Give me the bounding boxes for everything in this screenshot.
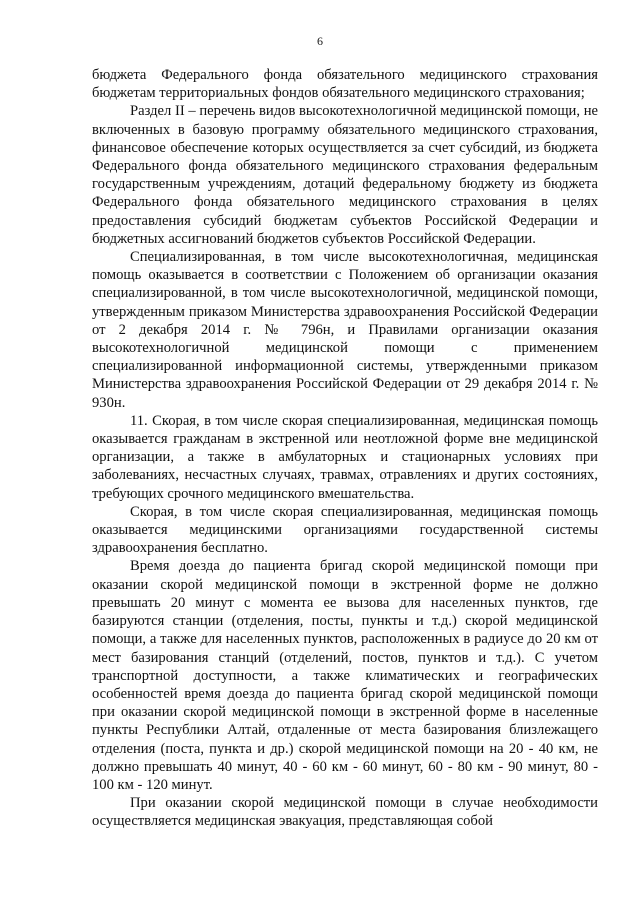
- paragraph: бюджета Федерального фонда обязательного медицинского страхования бюджетам территориальных фондов обязательного медицинского страхования;: [92, 67, 598, 102]
- paragraph: Скорая, в том числе скорая специализированная, медицинская помощь оказывается медицинскими организациями государственной системы здравоохранения бесплатно.: [92, 503, 598, 557]
- paragraph: Раздел II – перечень видов высокотехнологичной медицинской помощи, не включенных в базовую программу обязательного медицинского страхования, финансовое обеспечение которых осуществляется за счет субсидий, из бюджета Федерального фонда обязательного медицинского страхования федеральным государственным учреждениям, дотаций федеральному бюджету из бюджета Федерального фонда обязательного медицинского страхования в целях предоставления субсидий бюджетам субъектов Российской Федерации и бюджетных ассигнований бюджетов субъектов Российской Федерации.: [92, 103, 598, 247]
- paragraph: 11. Скорая, в том числе скорая специализированная, медицинская помощь оказывается гражданам в экстренной или неотложной форме вне медицинской организации, а также в амбулаторных и стационарных условиях при заболеваниях, несчастных случаях, травмах, отравлениях и других состояниях, требующих срочного медицинского вмешательства.: [92, 412, 598, 502]
- document-body: [92, 66, 598, 831]
- page-number: 6: [317, 34, 323, 48]
- paragraph: Специализированная, в том числе высокотехнологичная, медицинская помощь оказывается в соответствии с Положением об организации оказания специализированной, в том числе высокотехнологичной, медицинской помощи, утвержденным приказом Министерства здравоохранения Российской Федерации от 2 декабря 2014 г. № 796н, и Правилами организации оказания высокотехнологичной медицинской помощи с применением специализированной информационной системы, утвержденными приказом Министерства здравоохранения Российской Федерации от 29 декабря 2014 г. № 930н.: [92, 249, 598, 411]
- paragraph: Время доезда до пациента бригад скорой медицинской помощи при оказании скорой медицинской помощи в экстренной форме не должно превышать 20 минут с момента ее вызова для населенных пунктов, где базируются станции (отделения, посты, пункты и т.д.) скорой медицинской помощи, а также для населенных пунктов, расположенных в радиусе до 20 км от мест базирования станций (отделений, постов, пунктов и т.д.). С учетом транспортной доступности, а также климатических и географических особенностей время доезда до пациента бригад скорой медицинской помощи при оказании скорой медицинской помощи в экстренной форме в населенные пункты Республики Алтай, отдаленные от места базирования близлежащего отделения (поста, пункта и др.) скорой медицинской помощи на 20 - 40 км, не должно превышать 40 минут, 40 - 60 км - 60 минут, 60 - 80 км - 90 минут, 80 - 100 км - 120 минут.: [92, 558, 598, 793]
- paragraph: При оказании скорой медицинской помощи в случае необходимости осуществляется медицинская эвакуация, представляющая собой: [92, 795, 598, 830]
